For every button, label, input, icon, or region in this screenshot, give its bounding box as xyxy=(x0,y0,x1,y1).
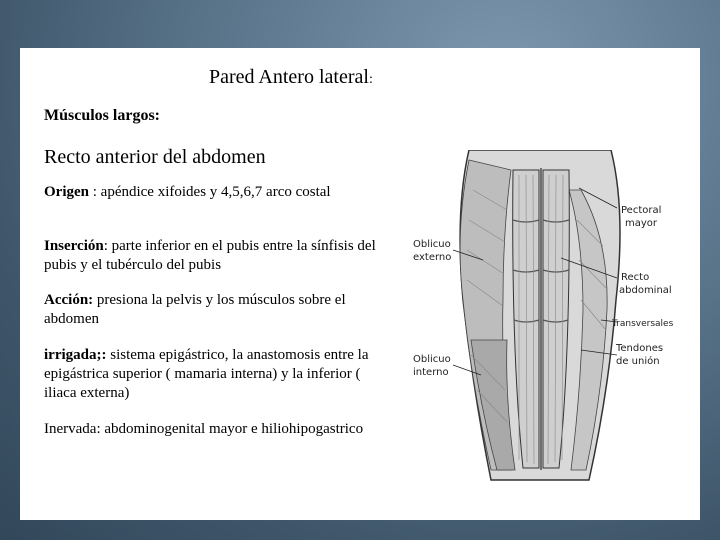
label-pectoral-2: mayor xyxy=(625,218,658,229)
label-oblicuo-externo-2: externo xyxy=(413,252,452,263)
title-colon: : xyxy=(368,72,373,87)
label-oblicuo-externo-1: Oblicuo xyxy=(413,239,451,250)
label-tendones-2: de unión xyxy=(616,356,660,367)
accion-paragraph xyxy=(44,291,384,329)
inervada-paragraph: Inervada: abdominogenital mayor e hiliohipogastrico xyxy=(44,421,364,437)
insercion-text: : parte inferior en el pubis entre la sínfisis del pubis y el tubérculo del pubis xyxy=(44,238,376,273)
label-tendones-1: Tendones xyxy=(616,343,664,354)
label-recto-2: abdominal xyxy=(619,285,672,296)
label-transversales: Transversales xyxy=(612,319,674,329)
origen-text: : apéndice xifoides y 4,5,6,7 arco costal xyxy=(89,184,331,200)
accion-text: presiona la pelvis y los músculos sobre el abdomen xyxy=(44,292,346,327)
irrigada-label: irrigada;: xyxy=(44,347,107,363)
origen-paragraph xyxy=(44,183,384,202)
anatomy-drawing xyxy=(411,150,683,490)
origen-label: Origen xyxy=(44,184,89,200)
accion-label: Acción: xyxy=(44,292,94,308)
label-oblicuo-interno-1: Oblicuo xyxy=(413,354,451,365)
label-oblicuo-interno-2: interno xyxy=(413,367,449,378)
abdominal-muscles-illustration xyxy=(411,150,683,490)
label-recto-1: Recto xyxy=(621,272,650,283)
label-pectoral-1: Pectoral xyxy=(621,205,662,216)
irrigada-paragraph xyxy=(44,346,384,403)
insercion-label: Inserción xyxy=(44,238,104,254)
subtitle-musculos-largos: Músculos largos: xyxy=(44,107,160,124)
slide-title xyxy=(209,66,373,89)
muscle-name: Recto anterior del abdomen xyxy=(44,146,266,168)
insercion-paragraph xyxy=(44,237,384,275)
irrigada-text: sistema epigástrico, la anastomosis entre la epigástrica superior ( mamaria interna) y la inferior ( iliaca externa) xyxy=(44,347,369,401)
title-text: Pared Antero lateral xyxy=(209,66,369,88)
